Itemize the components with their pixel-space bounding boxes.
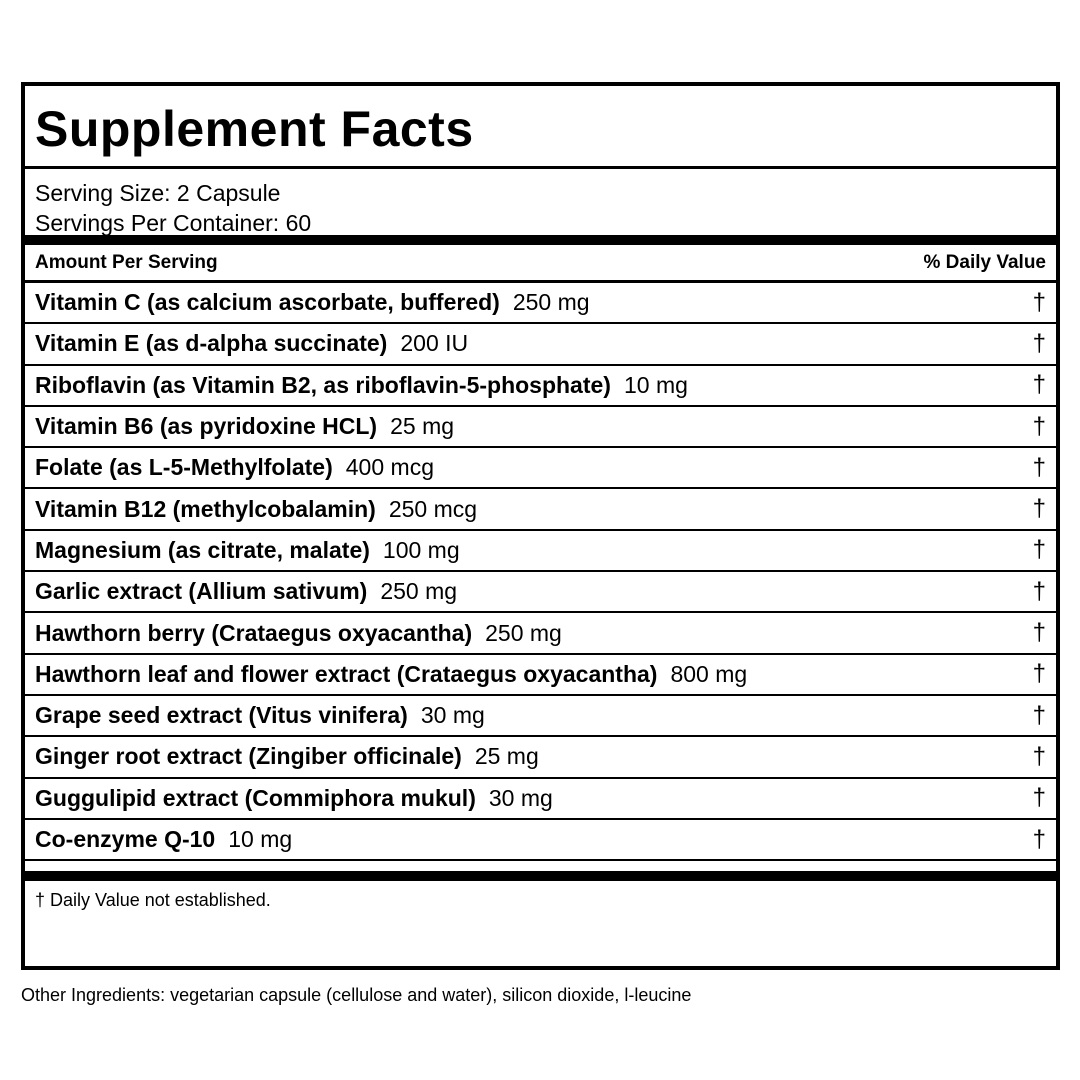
panel-title: Supplement Facts [25, 86, 1056, 169]
ingredient-name: Magnesium (as citrate, malate) [35, 536, 370, 563]
ingredient-name: Vitamin E (as d-alpha succinate) [35, 330, 388, 357]
amount-per-serving-label: Amount Per Serving [35, 251, 218, 273]
daily-value-mark: † [1032, 825, 1046, 853]
ingredient-name: Vitamin C (as calcium ascorbate, buffered) [35, 289, 500, 316]
ingredient-name: Vitamin B6 (as pyridoxine HCL) [35, 413, 378, 440]
daily-value-mark: † [1032, 536, 1046, 564]
ingredient-amount: 250 mcg [388, 495, 478, 522]
daily-value-mark: † [1032, 660, 1046, 688]
ingredient-amount: 30 mg [420, 702, 485, 729]
table-row [25, 737, 1056, 778]
serving-size: Serving Size: 2 Capsule [35, 180, 281, 206]
daily-value-mark: † [1032, 742, 1046, 770]
daily-value-label: % Daily Value [923, 251, 1046, 273]
daily-value-mark: † [1032, 784, 1046, 812]
ingredient-amount: 10 mg [228, 826, 293, 852]
ingredient-amount: 400 mcg [345, 454, 434, 481]
table-row [25, 655, 1056, 696]
ingredient-name: Garlic extract (Allium sativum) [35, 578, 368, 605]
ingredient-amount: 25 mg [390, 413, 455, 440]
ingredient-amount: 100 mg [382, 536, 460, 563]
table-row [25, 489, 1056, 530]
ingredient-name: Guggulipid extract (Commiphora mukul) [35, 784, 476, 811]
ingredient-name: Hawthorn berry (Crataegus oxyacantha) [35, 619, 473, 646]
daily-value-mark: † [1032, 619, 1046, 647]
servings-per-container: Servings Per Container: 60 [35, 210, 312, 236]
ingredient-name: Vitamin B12 (methylcobalamin) [35, 495, 376, 522]
footnote: † Daily Value not established. [35, 890, 271, 911]
ingredient-name: Ginger root extract (Zingiber officinale) [35, 743, 462, 770]
ingredient-amount: 250 mg [380, 578, 458, 605]
ingredient-name: Folate (as L-5-Methylfolate) [35, 454, 333, 481]
table-row [25, 448, 1056, 489]
ingredient-amount: 250 mg [512, 289, 590, 316]
ingredient-name: Hawthorn leaf and flower extract (Crataegus oxyacantha) [35, 660, 658, 687]
ingredient-amount: 200 IU [400, 330, 469, 357]
ingredient-name: Co-enzyme Q-10 [35, 826, 216, 852]
table-header [25, 245, 1056, 283]
ingredient-amount: 800 mg [670, 660, 748, 687]
ingredient-name: Riboflavin (as Vitamin B2, as riboflavin-5-phosphate) [35, 371, 611, 398]
ingredient-amount: 250 mg [485, 619, 562, 646]
other-ingredients: Other Ingredients: vegetarian capsule (cellulose and water), silicon dioxide, l-leucine [21, 985, 692, 1005]
daily-value-mark: † [1032, 329, 1046, 357]
daily-value-mark: † [1032, 701, 1046, 729]
daily-value-mark: † [1032, 495, 1046, 523]
ingredient-amount: 30 mg [488, 784, 553, 811]
ingredient-amount: 10 mg [623, 371, 688, 398]
supplement-facts-panel [21, 82, 1060, 970]
daily-value-mark: † [1032, 288, 1046, 316]
table-row [25, 366, 1056, 407]
table-row [25, 572, 1056, 613]
table-row [25, 531, 1056, 572]
daily-value-mark: † [1032, 453, 1046, 481]
table-row [25, 324, 1056, 365]
table-row [25, 283, 1056, 324]
daily-value-mark: † [1032, 371, 1046, 399]
table-row [25, 820, 1056, 861]
table-row [25, 613, 1056, 654]
table-row [25, 779, 1056, 820]
daily-value-mark: † [1032, 412, 1046, 440]
ingredient-amount: 25 mg [474, 743, 539, 770]
table-row [25, 696, 1056, 737]
ingredient-name: Grape seed extract (Vitus vinifera) [35, 702, 408, 729]
table-row [25, 407, 1056, 448]
thick-divider [25, 871, 1056, 881]
serving-info [25, 169, 1056, 245]
daily-value-mark: † [1032, 577, 1046, 605]
